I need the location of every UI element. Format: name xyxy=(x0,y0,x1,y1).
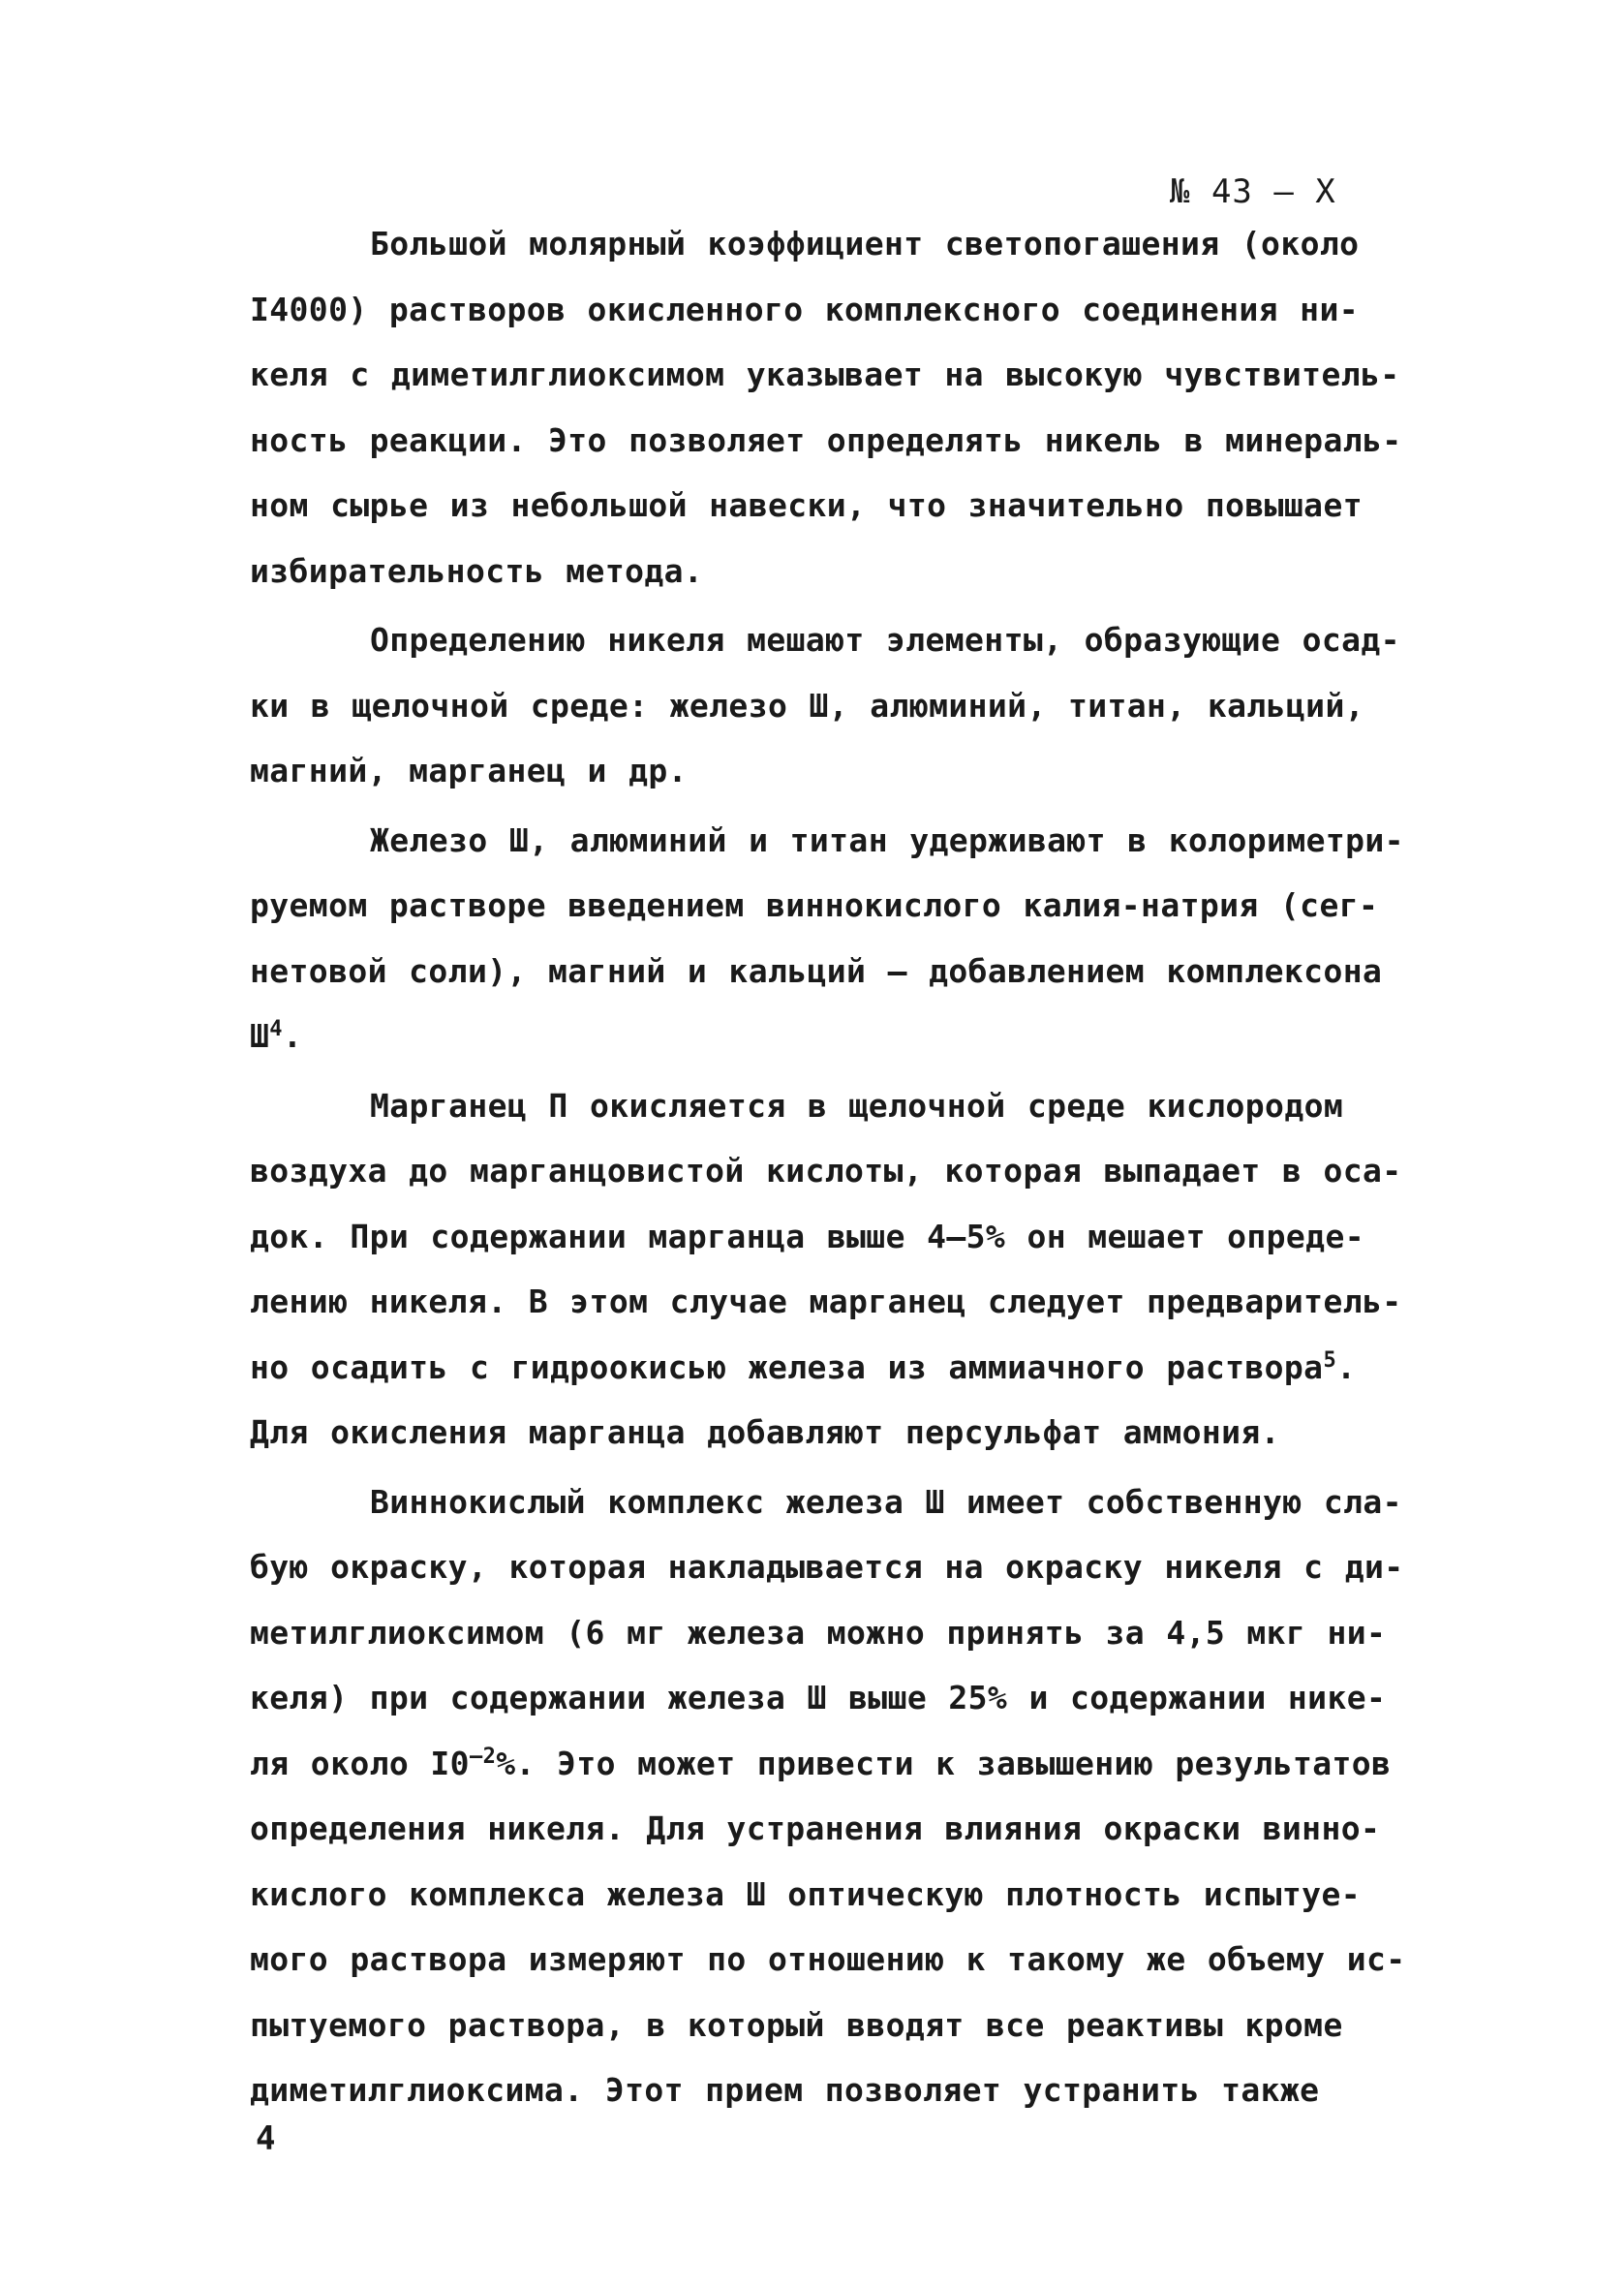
text-line: келя с диметилглиоксимом указывает на высокую чувствитель- xyxy=(250,356,1400,393)
text-line: ном сырье из небольшой навески, что значительно повышает xyxy=(250,486,1363,524)
text-fragment: . xyxy=(282,1017,303,1055)
text-line: воздуха до марганцовистой кислоты, которая выпадает в оса- xyxy=(250,1152,1402,1190)
footnote-reference: 5 xyxy=(1323,1347,1337,1373)
text-line-with-superscript xyxy=(250,1731,1393,1797)
text-line: руемом растворе введением виннокислого калия-натрия (сег- xyxy=(250,886,1379,924)
paragraph-5 xyxy=(250,1469,1406,2123)
text-fragment: но осадить с гидроокисью железа из аммиачного раствора xyxy=(250,1347,1324,1386)
text-line: Для окисления марганца добавляют персульфат аммония. xyxy=(250,1413,1280,1451)
paragraph-1 xyxy=(250,211,1402,603)
document-number: № 43 – Х xyxy=(1170,172,1336,211)
text-line: Марганец П окисляется в щелочной среде кислородом xyxy=(370,1086,1344,1125)
page-number: 4 xyxy=(256,2119,276,2158)
text-line: ность реакции. Это позволяет определять никель в минераль- xyxy=(250,420,1402,459)
footnote-reference: 4 xyxy=(269,1017,283,1041)
text-line: диметилглиоксима. Этот прием позволяет устранить также xyxy=(250,2071,1320,2109)
text-line: пытуемого раствора, в который вводят все реактивы кроме xyxy=(250,2005,1343,2044)
text-line-with-superscript xyxy=(250,1004,1393,1069)
body-text xyxy=(250,211,1406,2127)
text-line: I4000) растворов окисленного комплексного соединения ни- xyxy=(250,290,1359,328)
text-line: келя) при содержании железа Ш выше 25% и содержании нике- xyxy=(250,1679,1387,1716)
text-line: избирательность метода. xyxy=(250,551,704,590)
text-fragment: Ш xyxy=(250,1017,270,1055)
exponent: –2 xyxy=(469,1744,497,1769)
text-line: магний, марганец и др. xyxy=(250,752,688,789)
text-line: ки в щелочной среде: железо Ш, алюминий, титан, кальций, xyxy=(250,686,1364,725)
text-line: Большой молярный коэффициент светопогашения (около xyxy=(370,225,1360,263)
text-line: метилглиоксимом (6 мг железа можно принять за 4,5 мкг ни- xyxy=(250,1613,1387,1652)
text-line: бую окраску, которая накладывается на окраску никеля с ди- xyxy=(250,1548,1404,1586)
text-fragment: %. Это может привести к завышению результатов xyxy=(496,1744,1392,1782)
text-line: лению никеля. В этом случае марганец следует предваритель- xyxy=(250,1283,1402,1320)
text-line: Железо Ш, алюминий и титан удерживают в колориметри- xyxy=(370,820,1404,859)
text-line: мого раствора измеряют по отношению к такому же объему ис- xyxy=(250,1940,1406,1978)
text-fragment: ля около I0 xyxy=(250,1744,470,1782)
paragraph-3 xyxy=(250,808,1404,1069)
paragraph-2 xyxy=(250,607,1400,804)
paragraph-4 xyxy=(250,1073,1402,1466)
text-line: кислого комплекса железа Ш оптическую плотность испытуе- xyxy=(250,1874,1361,1913)
text-line: определения никеля. Для устранения влияния окраски винно- xyxy=(250,1809,1381,1847)
text-line: док. При содержании марганца выше 4–5% он мешает опреде- xyxy=(250,1217,1364,1255)
text-fragment: . xyxy=(1336,1347,1357,1386)
text-line: Определению никеля мешают элементы, образующие осад- xyxy=(370,621,1400,659)
text-line-with-superscript xyxy=(250,1335,1393,1401)
text-line: Виннокислый комплекс железа Ш имеет собственную сла- xyxy=(370,1482,1402,1521)
text-line: нетовой соли), магний и кальций – добавлением комплексона xyxy=(250,951,1383,990)
